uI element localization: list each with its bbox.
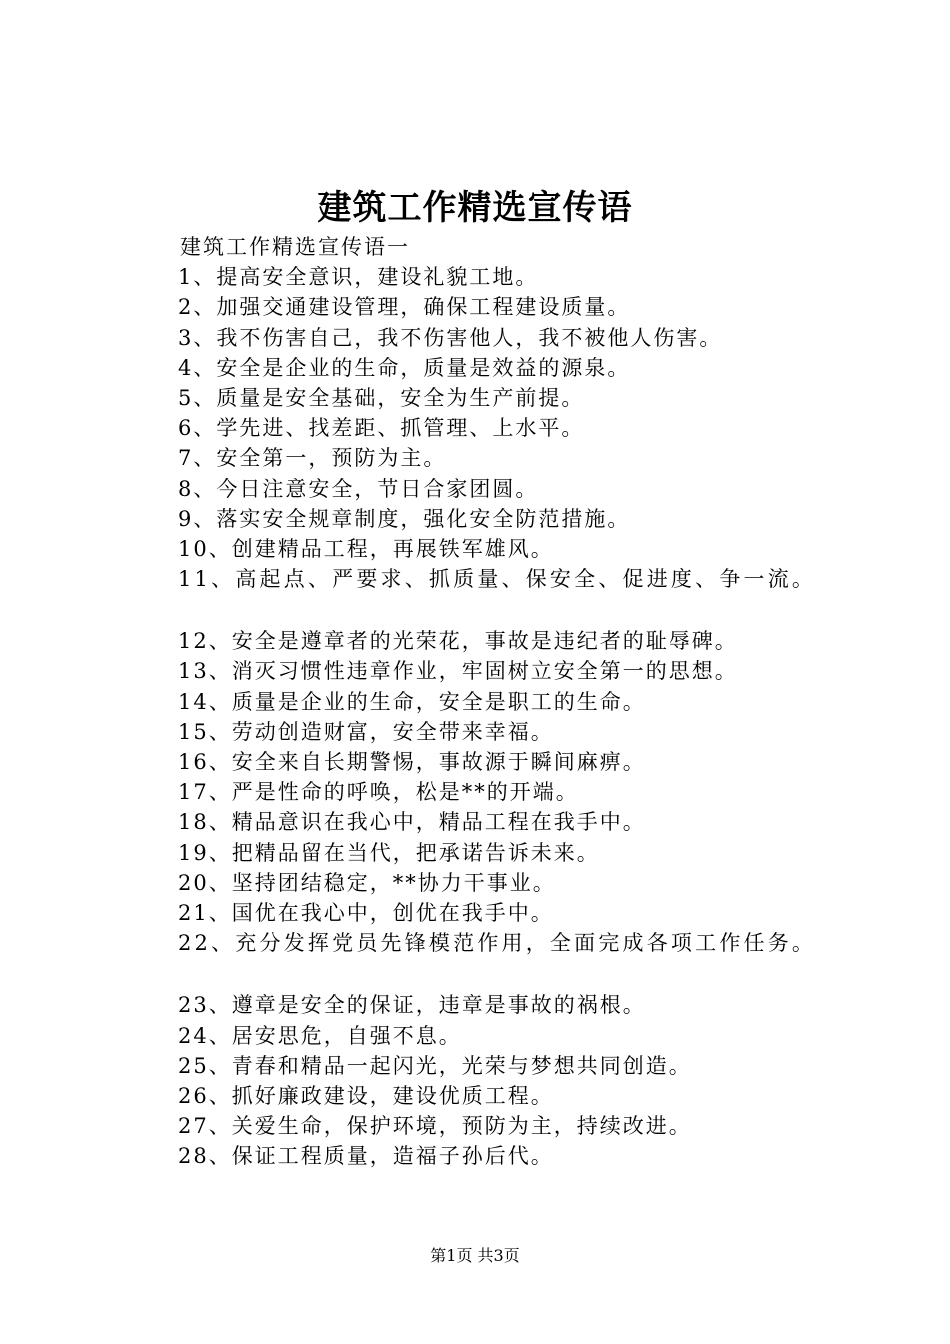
slogan-line: 14、质量是企业的生命，安全是职工的生命。 <box>178 689 646 714</box>
slogan-line: 26、抓好廉政建设，建设优质工程。 <box>178 1083 554 1108</box>
paragraph-gap <box>178 594 938 626</box>
slogan-line: 4、安全是企业的生命，质量是效益的源泉。 <box>178 355 631 380</box>
document-title: 建筑工作精选宣传语 <box>317 188 633 228</box>
slogan-line: 20、坚持团结稳定，**协力干事业。 <box>178 870 556 895</box>
page-number-footer: 第1页 共3页 <box>430 1246 520 1265</box>
slogan-line: 8、今日注意安全，节日合家团圆。 <box>178 476 539 501</box>
slogan-line: 15、劳动创造财富，安全带来幸福。 <box>178 719 554 744</box>
slogan-line: 22、充分发挥党员先锋模范作用，全面完成各项工作任务。 <box>178 931 817 956</box>
slogan-line: 24、居安思危，自强不息。 <box>178 1023 462 1048</box>
slogan-line: 3、我不伤害自己，我不伤害他人，我不被他人伤害。 <box>178 325 723 350</box>
slogan-line: 13、消灭习惯性违章作业，牢固树立安全第一的思想。 <box>178 659 738 684</box>
slogan-line: 11、高起点、严要求、抓质量、保安全、促进度、争一流。 <box>178 567 817 592</box>
slogan-line: 6、学先进、找差距、抓管理、上水平。 <box>178 416 585 441</box>
slogan-line: 1、提高安全意识，建设礼貌工地。 <box>178 265 539 290</box>
slogan-line: 9、落实安全规章制度，强化安全防范措施。 <box>178 506 631 531</box>
slogan-line: 7、安全第一，预防为主。 <box>178 446 447 471</box>
slogan-line: 21、国优在我心中，创优在我手中。 <box>178 900 554 925</box>
slogan-line: 12、安全是遵章者的光荣花，事故是违纪者的耻辱碑。 <box>178 629 738 654</box>
slogan-line: 28、保证工程质量，造福子孙后代。 <box>178 1144 554 1169</box>
slogan-line: 25、青春和精品一起闪光，光荣与梦想共同创造。 <box>178 1053 692 1078</box>
document-body <box>178 232 938 1171</box>
slogan-line: 27、关爱生命，保护环境，预防为主，持续改进。 <box>178 1114 692 1139</box>
slogan-line: 17、严是性命的呼唤，松是**的开端。 <box>178 780 579 805</box>
slogan-line: 23、遵章是安全的保证，违章是事故的祸根。 <box>178 993 646 1018</box>
slogan-line: 10、创建精品工程，再展铁军雄风。 <box>178 536 554 561</box>
slogan-line: 5、质量是安全基础，安全为生产前提。 <box>178 385 585 410</box>
slogan-line: 19、把精品留在当代，把承诺告诉未来。 <box>178 840 600 865</box>
slogan-line: 16、安全来自长期警惕，事故源于瞬间麻痹。 <box>178 750 646 774</box>
slogan-line: 18、精品意识在我心中，精品工程在我手中。 <box>178 810 646 835</box>
document-subtitle: 建筑工作精选宣传语一 <box>180 235 410 259</box>
slogan-line: 2、加强交通建设管理，确保工程建设质量。 <box>178 295 631 320</box>
paragraph-gap <box>178 958 938 990</box>
